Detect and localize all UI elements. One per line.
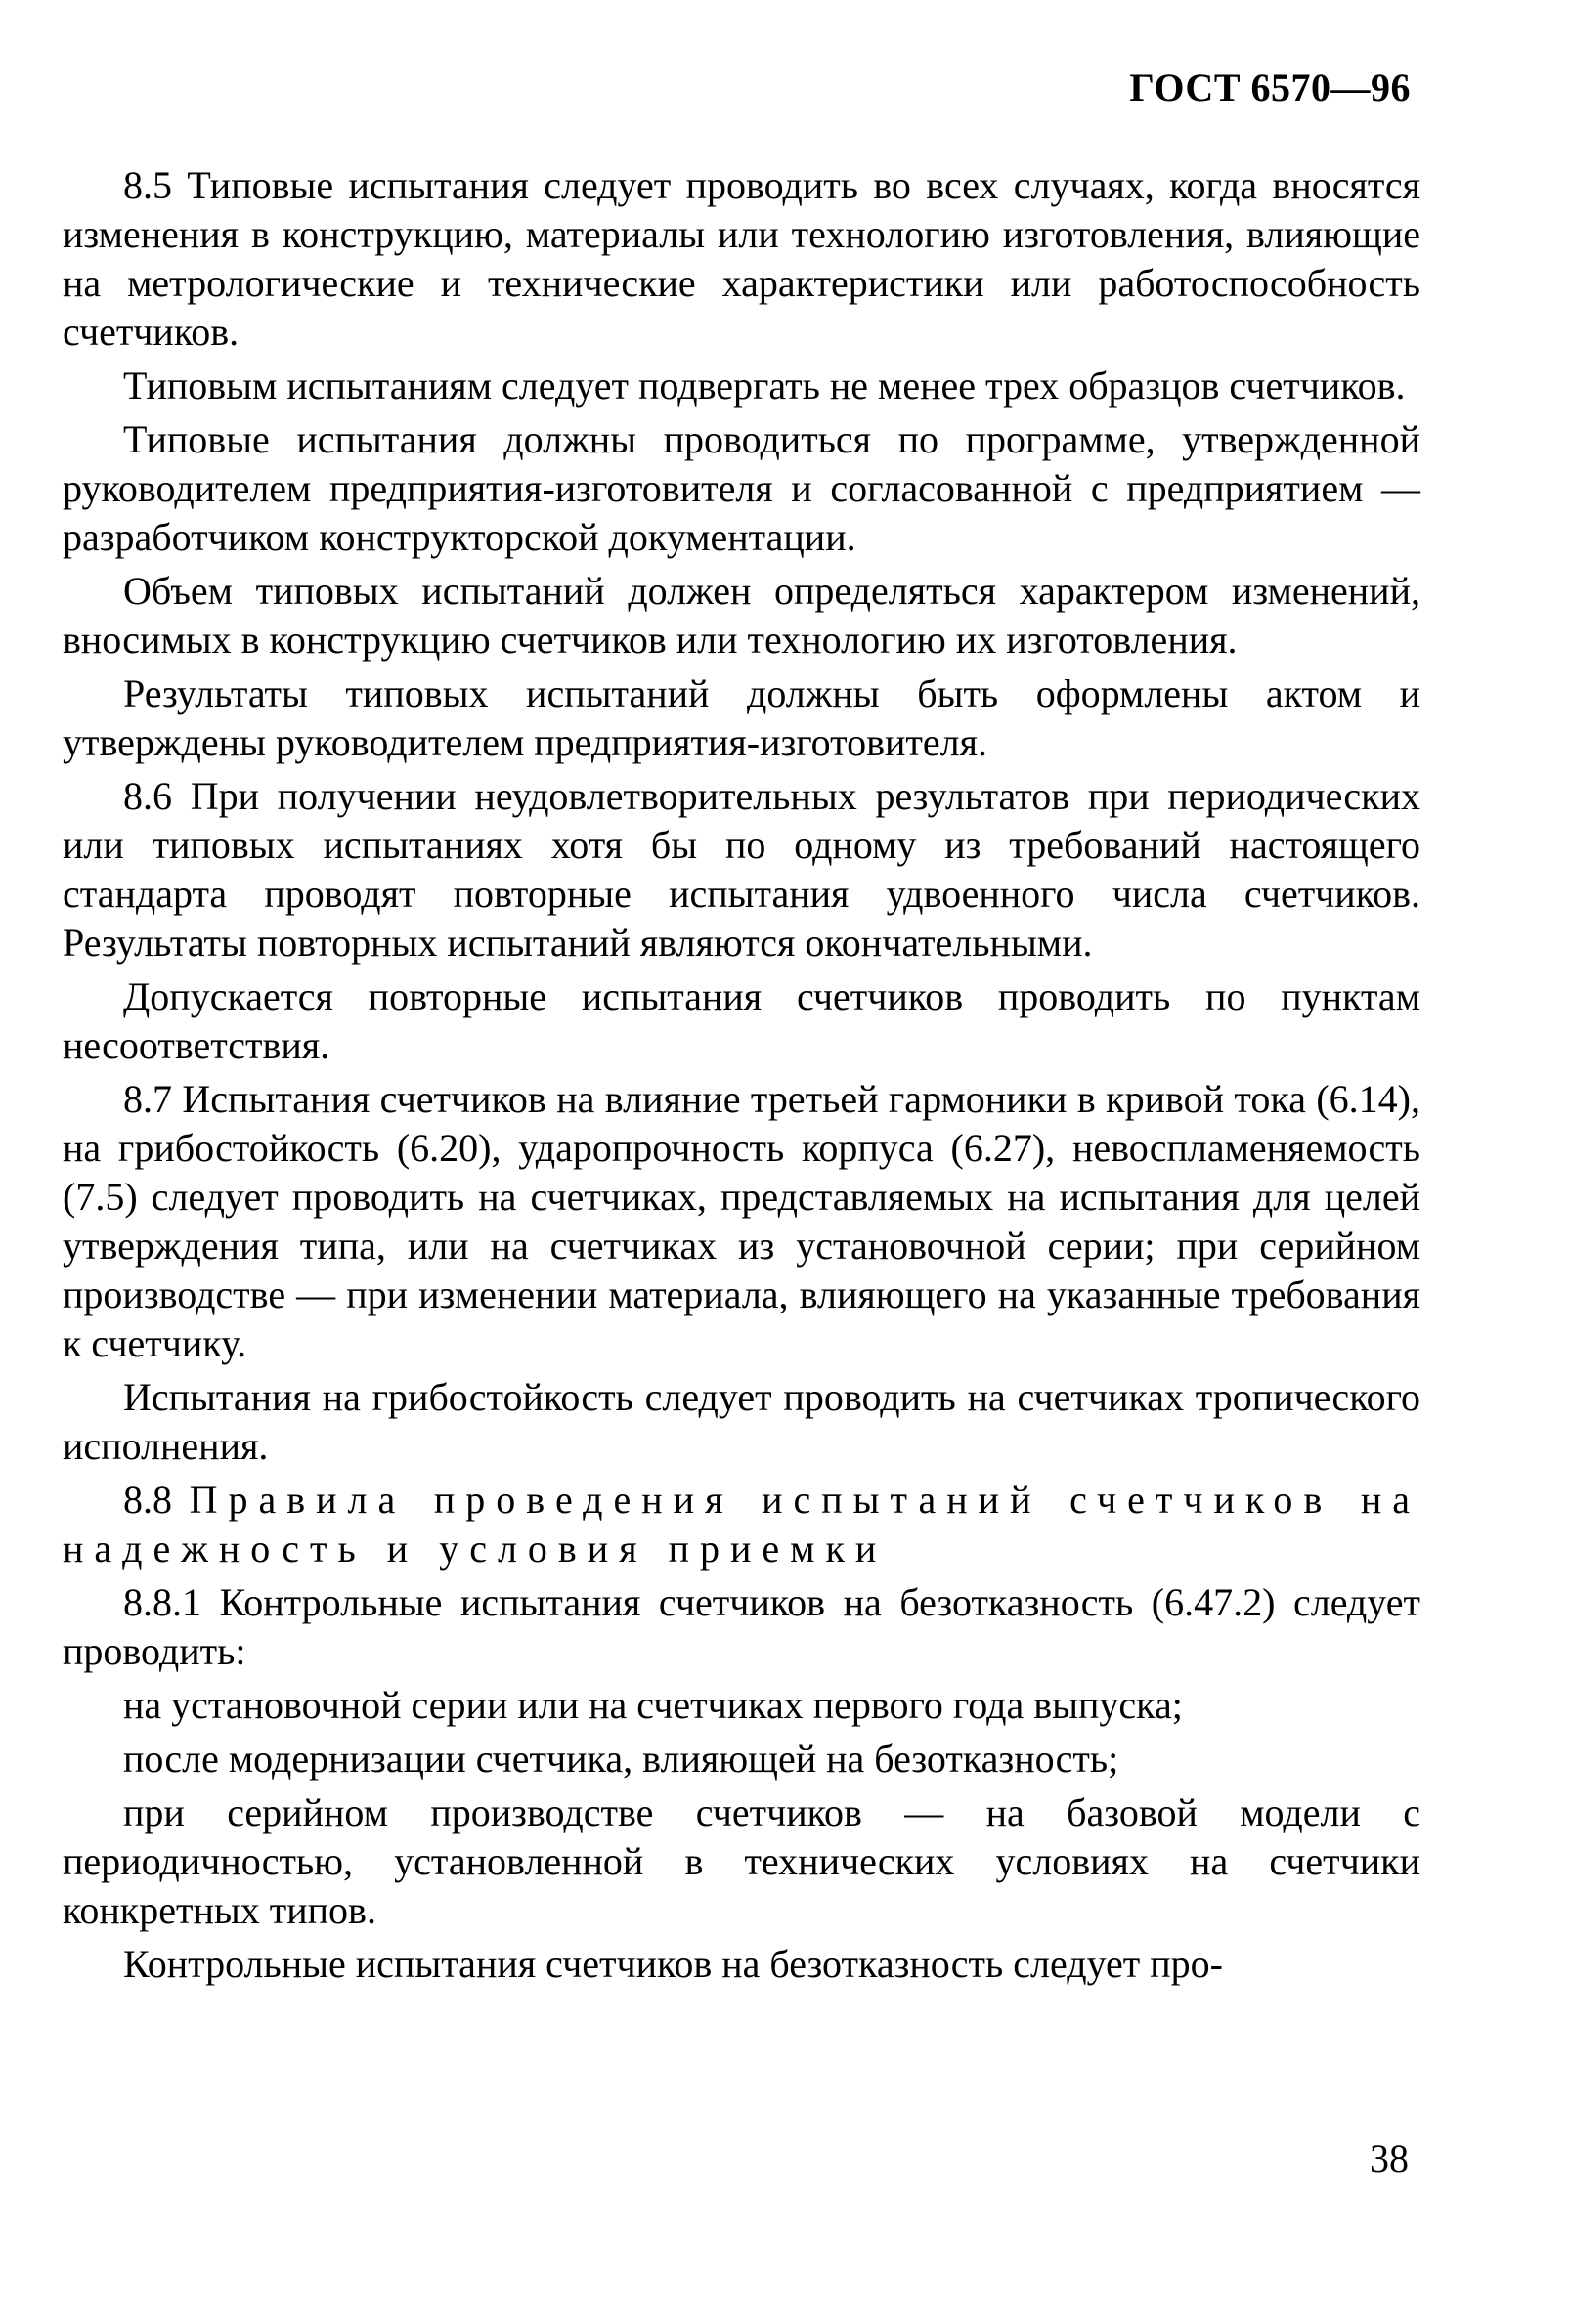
paragraph-8-6: 8.6 При получении неудовлетворительных результатов при периодических или типовых испытаниях хотя бы по одному из требований настоящего стандарта проводят повторные испытания удвоенного числа счетчиков. Результаты повторных испытаний являются окончательными. (63, 774, 1420, 965)
paragraph-results: Результаты типовых испытаний должны быть оформлены актом и утверждены руководителем предприятия-изготовителя. (63, 671, 1420, 764)
document-header: ГОСТ 6570—96 (1129, 65, 1411, 109)
section-number: 8.8 (123, 1478, 172, 1522)
paragraph-8-7: 8.7 Испытания счетчиков на влияние третьей гармоники в кривой тока (6.14), на грибостойкость (6.20), ударопрочность корпуса (6.27), невоспламеняемость (7.5) следует проводить на счетчиках, представляемых на испытания для целей утверждения типа, или на счетчиках из установочной серии; при серийном производстве — при изменении материала, влияющего на указанные требования к счетчику. (63, 1077, 1420, 1365)
paragraph-fungus-resistance: Испытания на грибостойкость следует проводить на счетчиках тропического исполнения. (63, 1375, 1420, 1468)
paragraph-repeat-tests: Допускается повторные испытания счетчиков проводить по пунктам несоответствия. (63, 974, 1420, 1067)
section-heading-8-8 (63, 1476, 1420, 1573)
paragraph-control-tests: Контрольные испытания счетчиков на безотказность следует про- (123, 1942, 1223, 1986)
paragraph-8-8-1: 8.8.1 Контрольные испытания счетчиков на безотказность (6.47.2) следует проводить: (63, 1580, 1420, 1673)
list-item-installation-series: на установочной серии или на счетчиках первого года выпуска; (123, 1683, 1183, 1727)
section-title: Правила проведения испытаний счетчиков на надежность и условия приемки (63, 1478, 1420, 1571)
document-body (63, 161, 1420, 1994)
list-item-serial-production: при серийном производстве счетчиков — на базовой модели с периодичностью, установленной в технических условиях на счетчики конкретных типов. (63, 1790, 1420, 1932)
paragraph-sample-count: Типовым испытаниям следует подвергать не менее трех образцов счетчиков. (123, 364, 1406, 408)
paragraph-8-5: 8.5 Типовые испытания следует проводить во всех случаях, когда вносятся изменения в конструкцию, материалы или технологию изготовления, влияющие на метрологические и технические характеристики или работоспособность счетчиков. (63, 163, 1420, 354)
list-item-modernization: после модернизации счетчика, влияющей на безотказность; (123, 1737, 1119, 1781)
page-number: 38 (1370, 2136, 1409, 2180)
paragraph-scope: Объем типовых испытаний должен определяться характером изменений, вносимых в конструкцию счетчиков или технологию их изготовления. (63, 569, 1420, 662)
paragraph-program: Типовые испытания должны проводиться по программе, утвержденной руководителем предприятия-изготовителя и согласованной с предприятием — разработчиком конструкторской документации. (63, 417, 1420, 559)
